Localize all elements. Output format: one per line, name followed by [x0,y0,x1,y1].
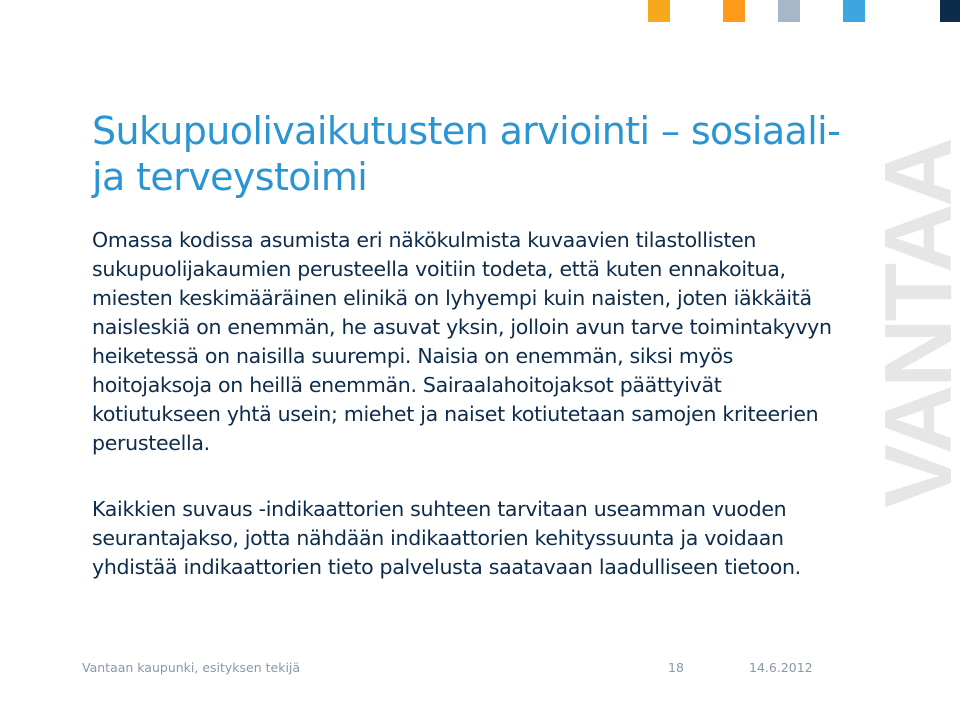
color-square [940,0,960,22]
body-paragraph-1: Omassa kodissa asumista eri näkökulmista kuvaavien tilastollisten sukupuolijakaumien perusteella voitiin todeta, että kuten ennakoitua, miesten keskimääräinen elinikä on lyhyempi kuin naisten, joten iäkkäitä naisleskiä on enemmän, he asuvat yksin, jolloin avun tarve toimintakyvyn heiketessä on naisilla suurempi. Naisia on enemmän, siksi myös hoitojaksoja on heillä enemmän. Sairaalahoitojaksot päättyivät kotiutukseen yhtä usein; miehet ja naiset kotiutetaan samojen kriteerien perusteella. [92,228,832,455]
color-square [778,0,800,22]
vantaa-logo-vertical [865,78,972,508]
color-square [648,0,670,22]
footer-organization: Vantaan kaupunki, esityksen tekijä [82,660,301,675]
color-square [723,0,745,22]
color-square [843,0,865,22]
brand-logo-text: VANTAA [865,140,972,508]
footer-date: 14.6.2012 [749,660,813,675]
body-paragraph-2: Kaikkien suvaus -indikaattorien suhteen tarvitaan useamman vuoden seurantajakso, jotta nähdään indikaattorien kehityssuunta ja voidaan yhdistää indikaattorien tieto palvelusta saatavaan laadulliseen tietoon. [92,497,801,579]
slide-title: Sukupuolivaikutusten arviointi – sosiaali-ja terveystoimi [92,109,841,199]
footer-page-number: 18 [668,660,684,675]
